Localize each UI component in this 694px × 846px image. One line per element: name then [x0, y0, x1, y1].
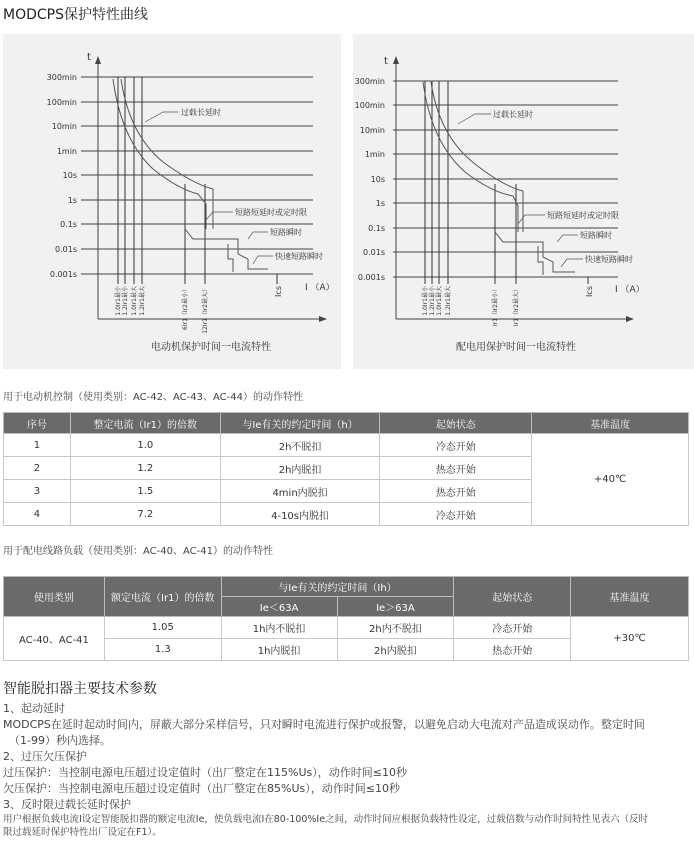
col-header: 序号 — [4, 413, 71, 434]
x-marker: Ics — [274, 286, 283, 297]
x-marker: 1.0Ir1最大 — [131, 286, 138, 316]
x-marker: 1.0Ir1最小 — [422, 286, 429, 316]
cell: 2h内脱扣 — [220, 457, 380, 480]
section-heading-curves: MODCPS保护特性曲线 — [3, 7, 148, 23]
s3-title: 3、反时限过载长延时保护 — [3, 798, 131, 811]
x-marker: 12Ir1（Ir2最大） — [202, 286, 209, 334]
cell: 热态开始 — [380, 457, 532, 480]
table2-title: 用于配电线路负载（使用类别：AC-40、AC-41）的动作特性 — [3, 546, 273, 557]
x-marker: 6Ir1（Ir2最小） — [182, 286, 189, 330]
s2-title: 2、过压欠压保护 — [3, 750, 87, 763]
y-tick: 10min — [359, 126, 385, 135]
annotation-short-delay: 短路短延时或定时限 — [235, 208, 307, 217]
y-tick: 1s — [375, 199, 385, 208]
cell: 1.0 — [70, 434, 220, 457]
distribution-protection-chart — [353, 34, 694, 369]
cell: 1 — [4, 434, 71, 457]
y-tick: 300min — [354, 77, 385, 86]
col-header: 与Ie有关的约定时间（h） — [220, 413, 380, 434]
s3-body: 用户根据负载电流I设定智能脱扣器的额定电流Ie，使负载电流I在80-100%Ie之间，动作时间应根据负载特性设定，过载倍数与动作时间特性见表六（反时 — [3, 814, 649, 825]
s2-under: 欠压保护：当控制电源电压超过设定值时（出厂整定在85%Us），动作时间≤10秒 — [3, 782, 400, 795]
table-row — [4, 434, 689, 457]
cell: 1.5 — [70, 480, 220, 503]
x-axis-label: I （A） — [615, 285, 645, 295]
col-header: 起始状态 — [380, 413, 532, 434]
x-marker: 1.2Ir1最大 — [445, 286, 452, 316]
cell: 7.2 — [70, 503, 220, 526]
y-tick: 1s — [67, 196, 77, 205]
s1-body-cont: （1-99）秒内选择。 — [9, 734, 111, 747]
col-header: Ie＜63A — [221, 597, 337, 617]
table-row — [4, 617, 689, 639]
y-tick: 1min — [56, 147, 77, 156]
x-axis-label: I （A） — [305, 283, 335, 293]
s1-title: 1、起动延时 — [3, 702, 65, 715]
x-marker: Ir1（Ir2最小） — [492, 286, 499, 327]
y-tick: 300min — [46, 73, 77, 82]
s3-body-cont: 限过载延时保护特性出厂设定在F1）。 — [3, 827, 162, 838]
motor-protection-chart — [3, 34, 341, 369]
section-heading-params: 智能脱扣器主要技术参数 — [3, 681, 157, 697]
y-tick: 0.01s — [55, 245, 77, 254]
cell: 4-10s内脱扣 — [220, 503, 380, 526]
motor-control-table — [3, 412, 689, 526]
annotation-fast-instant: 快速短路瞬时 — [585, 255, 633, 264]
reference-temperature: +40℃ — [532, 434, 689, 526]
col-header: 基准温度 — [571, 577, 689, 617]
x-marker: 1.0Ir1最大 — [436, 286, 443, 316]
cell: 2h内不脱扣 — [337, 617, 454, 639]
col-header: 起始状态 — [454, 577, 571, 617]
annotation-short-delay: 短路短延时或定时限 — [547, 211, 619, 220]
y-tick: 100min — [46, 98, 77, 107]
cell: AC-40、AC-41 — [4, 617, 105, 661]
y-axis-label: t — [384, 56, 388, 67]
annotation-overload: 过载长延时 — [493, 110, 533, 119]
cell: 1.3 — [104, 639, 221, 661]
s2-over: 过压保护：当控制电源电压超过设定值时（出厂整定在115%Us），动作时间≤10秒 — [3, 766, 407, 779]
distribution-load-table — [3, 576, 689, 661]
cell: 2h内脱扣 — [337, 639, 454, 661]
cell: 1.2 — [70, 457, 220, 480]
annotation-instant: 短路瞬时 — [270, 228, 302, 237]
col-header: 与Ie有关的约定时间（Ih） — [221, 577, 454, 597]
cell: 1h内脱扣 — [221, 639, 337, 661]
col-header: 额定电流（Ir1）的倍数 — [104, 577, 221, 617]
y-tick: 0.1s — [60, 220, 77, 229]
x-marker: 1.2Ir1最小 — [122, 286, 129, 316]
col-header: 基准温度 — [532, 413, 689, 434]
cell: 1.05 — [104, 617, 221, 639]
col-header: 使用类别 — [4, 577, 105, 617]
cell: 冷态开始 — [380, 503, 532, 526]
chart-caption: 配电用保护时间一电流特性 — [456, 342, 576, 353]
annotation-overload: 过载长延时 — [181, 108, 221, 117]
cell: 2 — [4, 457, 71, 480]
s1-body: MODCPS在延时起动时间内，屏蔽大部分采样信号，只对瞬时电流进行保护或报警，以避免启动大电流对产品造成误动作。整定时间 — [3, 718, 645, 731]
annotation-instant: 短路瞬时 — [580, 231, 612, 240]
y-tick: 0.1s — [368, 224, 385, 233]
col-header: 整定电流（Ir1）的倍数 — [70, 413, 220, 434]
x-marker: Ir1（Ir2最大） — [513, 286, 520, 327]
chart-caption: 电动机保护时间一电流特性 — [151, 342, 271, 353]
x-marker: Ics — [585, 286, 594, 297]
x-marker: 1.2Ir1最大 — [139, 286, 146, 316]
cell: 4min内脱扣 — [220, 480, 380, 503]
cell: 热态开始 — [380, 480, 532, 503]
annotation-fast-instant: 快速短路瞬时 — [275, 252, 323, 261]
cell: 4 — [4, 503, 71, 526]
cell: 2h不脱扣 — [220, 434, 380, 457]
distribution-protection-curve — [353, 34, 694, 369]
y-tick: 10s — [370, 175, 385, 184]
y-tick: 0.001s — [49, 270, 77, 279]
cell: 1h内不脱扣 — [221, 617, 337, 639]
y-tick: 100min — [354, 101, 385, 110]
cell: 3 — [4, 480, 71, 503]
y-tick: 10s — [62, 171, 77, 180]
reference-temperature: +30℃ — [571, 617, 689, 661]
y-tick: 0.001s — [357, 273, 385, 282]
y-tick: 0.01s — [363, 248, 385, 257]
y-axis-label: t — [87, 52, 91, 63]
params-text — [3, 701, 648, 839]
table1-title: 用于电动机控制（使用类别：AC-42、AC-43、AC-44）的动作特性 — [3, 392, 303, 403]
cell: 冷态开始 — [454, 617, 571, 639]
cell: 热态开始 — [454, 639, 571, 661]
col-header: Ie＞63A — [337, 597, 454, 617]
motor-protection-curve — [3, 34, 341, 369]
y-tick: 10min — [51, 122, 77, 131]
y-tick: 1min — [364, 150, 385, 159]
x-marker: 1.0Ir1最小 — [115, 286, 122, 316]
x-marker: 1.2Ir1最小 — [429, 286, 436, 316]
cell: 冷态开始 — [380, 434, 532, 457]
